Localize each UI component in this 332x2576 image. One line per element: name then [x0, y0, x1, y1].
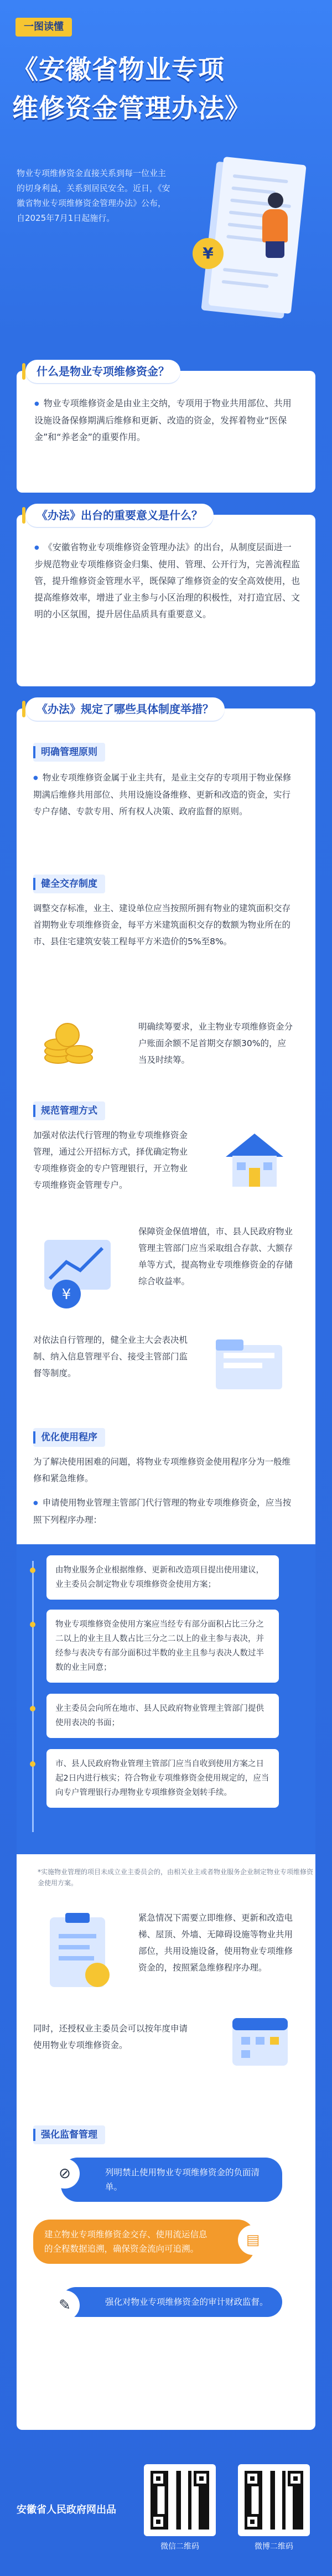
shield-money-icon: [39, 1229, 105, 1303]
supervision-item-text: 列明禁止使用物业专项维修资金的负面清单。: [105, 2168, 260, 2192]
step-item: 市、县人民政府物业管理主管部门应当自收到使用方案之日起2日内进行核实；符合物业专项维修资金使用规定的，应当向专户管理银行办理物业专项维修资金划转手续。: [46, 1749, 279, 1808]
subsection-body: 明确续筹要求，业主物业专项维修资金分户账面余额不足首期交存额30%的，应当及时续筹。: [138, 1022, 293, 1065]
section-measures: [17, 702, 315, 2430]
hero-intro: 物业专项维修资金直接关系到每一位业主的切身利益，关系到居民安全。近日，《安徽省物业专项维修资金管理办法》公布，自2025年7月1日起施行。: [17, 168, 170, 223]
document-paper-icon: [208, 157, 306, 314]
document-illustration: [188, 155, 310, 321]
steps-timeline: [32, 1561, 34, 1832]
supervision-item-text: 强化对物业专项维修资金的审计财政监督。: [105, 2297, 268, 2307]
title-line-1: 《安徽省物业专项: [12, 55, 225, 85]
title-line-2: 维修资金管理办法》: [12, 94, 251, 124]
section-heading: 《办法》规定了哪些具体制度举措？: [25, 697, 225, 721]
weibo-qr-code[interactable]: [238, 2464, 310, 2536]
hero: [0, 0, 332, 360]
subsection-title: 规范管理方式: [33, 1101, 105, 1120]
section-heading: 《办法》出台的重要意义是什么？: [25, 504, 214, 527]
coins-icon: [39, 1018, 94, 1068]
house-icon: [221, 1129, 288, 1190]
subsection-body: ● 申请使用物业管理主管部门代行管理的物业专项维修资金，应当按照下列程序办理：: [33, 1494, 293, 1528]
subsection-body: 加强对依法代行管理的物业专项维修资金管理，通过公开招标方式，择优确定物业专项维修资金的专户管理银行，开立物业专项维修资金管理专户。: [33, 1130, 188, 1190]
person-illustration-icon: [259, 193, 290, 259]
step-item: 物业专项维修资金使用方案应当经专有部分面积占比三分之二以上的业主且人数占比三分之二以上的业主参与表决，并经参与表决专有部分面积过半数的业主且参与表决人数过半数的业主同意；: [46, 1610, 279, 1683]
ban-icon: ⊘: [50, 2159, 80, 2189]
clipboard-icon: [39, 1910, 105, 1976]
yuan-badge-icon: ¥: [193, 238, 224, 269]
svg-text:¥: ¥: [61, 1286, 71, 1303]
step-item: 由物业服务企业根据维修、更新和改造项目提出使用建议，业主委员会制定物业专项维修资金使用方案；: [46, 1555, 279, 1600]
section-body: ● 物业专项维修资金是由业主交纳，专项用于物业共用部位、共用设施设备保修期满后维修和更新、改造的资金，发挥着物业“医保金”和“养老金”的重要作用。: [34, 395, 300, 446]
subsection-title: 强化监督管理: [33, 2125, 105, 2144]
usage-steps-panel: [17, 1544, 315, 1854]
folder-icon: [210, 1328, 293, 1395]
subsection-title: 明确管理原则: [33, 743, 105, 762]
subsection-body: 保障资金保值增值，市、县人民政府物业管理主管部门应当采取组合存款、大额存单等方式，提高物业专项维修资金的存储综合收益率。: [138, 1227, 293, 1286]
subsection-intro: 为了解决使用困难的问题，将物业专项维修资金使用程序分为一般维修和紧急维修。: [33, 1457, 291, 1483]
step-item: 业主委员会向所在地市、县人民政府物业管理主管部门提供使用表决的书面；: [46, 1694, 279, 1738]
subsection-title: 健全交存制度: [33, 875, 105, 893]
wechat-qr-label: 微信二维码: [160, 2542, 199, 2551]
supervision-item-text: 建立物业专项维修资金交存、使用流运信息的全程数据追溯，确保资金流向可追溯。: [44, 2230, 208, 2254]
chart-icon: ▤: [238, 2225, 268, 2255]
subsection-body: 对依法自行管理的，健全业主大会表决机制、纳入信息管理平台、接受主管部门监督等制度。: [33, 1335, 188, 1378]
wechat-qr-code[interactable]: [144, 2464, 216, 2536]
subsection-title: 优化使用程序: [33, 1428, 105, 1447]
supervision-item: [61, 2158, 282, 2202]
subsection-body: ● 物业专项维修资金属于业主共有，是业主交存的专项用于物业保修期满后维修共用部位、共用设施设备维修、更新和改造的资金，实行专户存储、专款专用、所有权人决策、政府监督的原则。: [33, 769, 293, 820]
audit-icon: ✎: [50, 2290, 80, 2320]
calendar-icon: [227, 2009, 293, 2076]
footer: [0, 2452, 332, 2576]
publisher-logo: 安徽省人民政府网出品: [17, 2504, 116, 2516]
subsection-body: 紧急情况下需要立即维修、更新和改造电梯、屋顶、外墙、无障碍设施等物业共用部位，共用设施设备，使用物业专项维修资金的，按照紧急维修程序办理。: [138, 1913, 293, 1973]
subsection-body: 调整交存标准，业主、建设单位应当按照所拥有物业的建筑面积交存首期物业专项维修资金，每平方米建筑面积交存的数额为物业所在的市、县住宅建筑安装工程每平方米造价的5%至8%。: [33, 903, 291, 946]
section-heading: 什么是物业专项维修资金？: [25, 360, 180, 383]
footnote: *实施物业管理的项目未成立业主委员会的，由相关业主或者物业服务企业制定物业专项维修资金使用方案。: [38, 1868, 314, 1887]
section-significance: [17, 509, 315, 686]
subsection-body: 同时，还授权业主委员会可以按年度申请使用物业专项维修资金。: [33, 2024, 188, 2050]
section-body: ● 《安徽省物业专项维修资金管理办法》的出台，从制度层面进一步规范物业专项维修资金归集、使用、管理、公开行为，完善流程监管，提升维修资金管理水平，既保障了维修资金的安全高效使用，也提高维修效率，增进了业主参与小区治理的积极性，对打造宜居、文明的小区氛围，提升居住品质具有重要意义。: [34, 539, 300, 623]
hero-tag: 一图读懂: [15, 18, 72, 37]
weibo-qr-label: 微博二维码: [255, 2542, 293, 2551]
page-title: [12, 51, 311, 128]
supervision-item: [33, 2220, 255, 2264]
section-what-is-fund: [17, 365, 315, 493]
supervision-item: [61, 2287, 282, 2317]
